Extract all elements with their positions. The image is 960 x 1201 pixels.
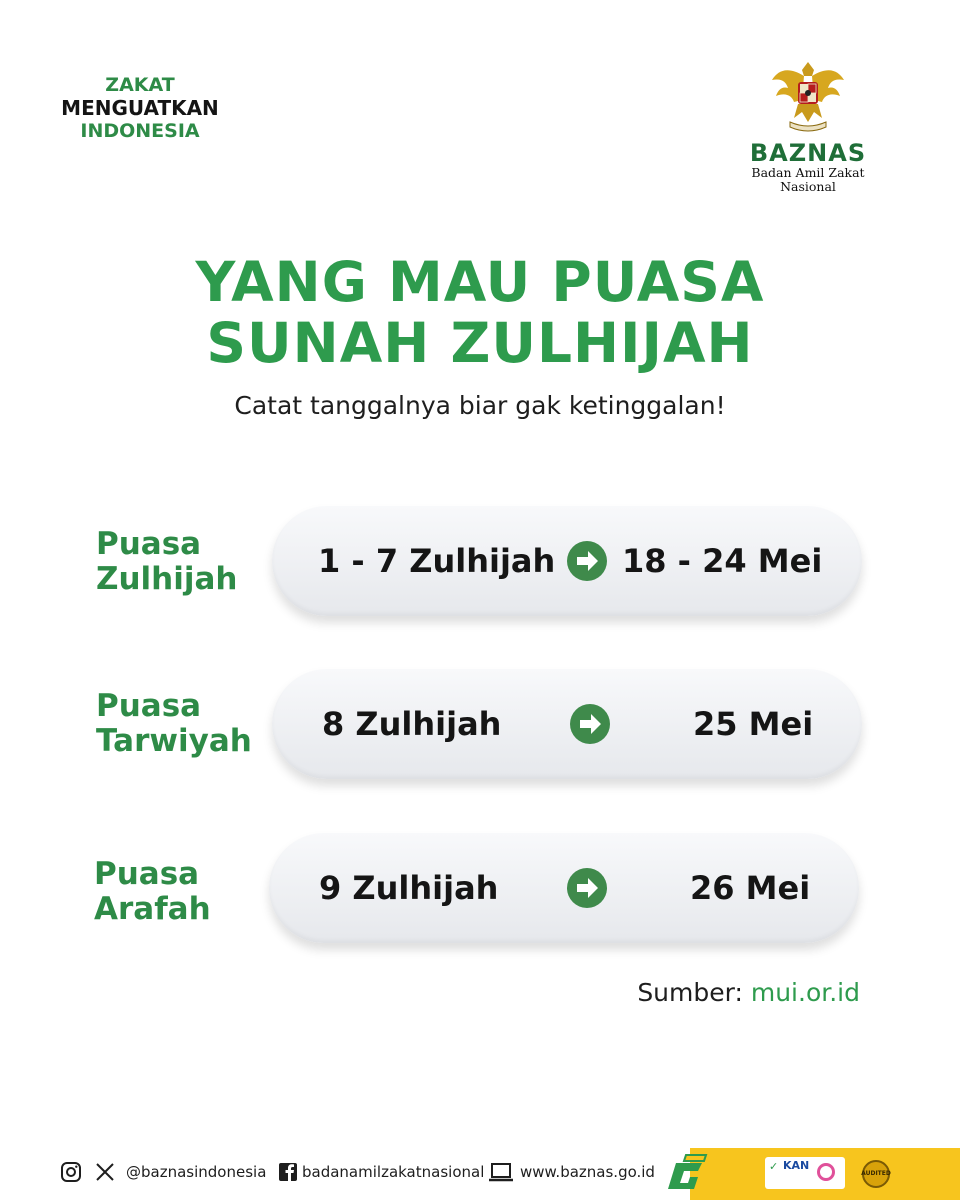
footer (0, 1148, 960, 1200)
tagline-line2: MENGUATKAN (61, 96, 219, 120)
arrow-right-icon (567, 541, 607, 581)
row-label-line2: Tarwiyah (96, 723, 252, 759)
gregorian-date: 25 Mei (693, 705, 814, 743)
title-line2: SUNAH ZULHIJAH (206, 311, 754, 375)
row-label-line2: Zulhijah (96, 561, 238, 597)
garuda-emblem-icon (768, 56, 848, 138)
social-handle[interactable]: @baznasindonesia (126, 1163, 267, 1181)
audited-seal-label: AUDITED (861, 1170, 891, 1177)
arrow-right-icon (570, 704, 610, 744)
arrow-right-icon (567, 868, 607, 908)
row-label-arafah (94, 857, 211, 927)
hijri-date: 8 Zulhijah (322, 705, 502, 743)
baznas-subtitle: Badan Amil Zakat Nasional (751, 165, 865, 194)
audited-seal (862, 1160, 890, 1188)
page-subtitle: Catat tanggalnya biar gak ketinggalan! (234, 391, 726, 420)
facebook-page[interactable]: badanamilzakatnasional (302, 1163, 485, 1181)
tagline-line3: INDONESIA (80, 120, 200, 142)
schedule-pill-zulhijah (272, 506, 862, 616)
row-label-line1: Puasa (96, 688, 202, 724)
schedule-pill-arafah (269, 833, 859, 943)
laptop-icon (488, 1161, 514, 1187)
kan-badge-label: KAN (783, 1159, 810, 1172)
row-label-line1: Puasa (94, 856, 200, 892)
x-icon[interactable] (94, 1161, 116, 1187)
row-label-zulhijah (96, 527, 237, 597)
instagram-icon[interactable] (60, 1161, 82, 1187)
kan-badge: ✓ KAN (765, 1157, 845, 1189)
row-label-tarwiyah (96, 689, 252, 759)
website-link[interactable]: www.baznas.go.id (520, 1163, 655, 1181)
hijri-date: 1 - 7 Zulhijah (318, 542, 556, 580)
source-note (637, 978, 860, 1007)
row-label-line1: Puasa (96, 526, 202, 562)
baznas-logo (722, 56, 894, 194)
source-link[interactable]: mui.or.id (750, 978, 860, 1007)
gregorian-date: 26 Mei (690, 869, 811, 907)
brand-mark-icon (662, 1153, 710, 1201)
source-label: Sumber: (637, 978, 743, 1007)
baznas-name: BAZNAS (749, 139, 867, 167)
tagline-line1: ZAKAT (105, 74, 175, 96)
row-label-line2: Arafah (94, 891, 211, 927)
schedule-pill-tarwiyah (272, 669, 862, 779)
title-line1: YANG MAU PUASA (195, 250, 765, 314)
gregorian-date: 18 - 24 Mei (622, 542, 823, 580)
page-title (0, 252, 960, 374)
hijri-date: 9 Zulhijah (319, 869, 499, 907)
facebook-icon[interactable] (278, 1161, 298, 1187)
tagline (55, 74, 225, 143)
